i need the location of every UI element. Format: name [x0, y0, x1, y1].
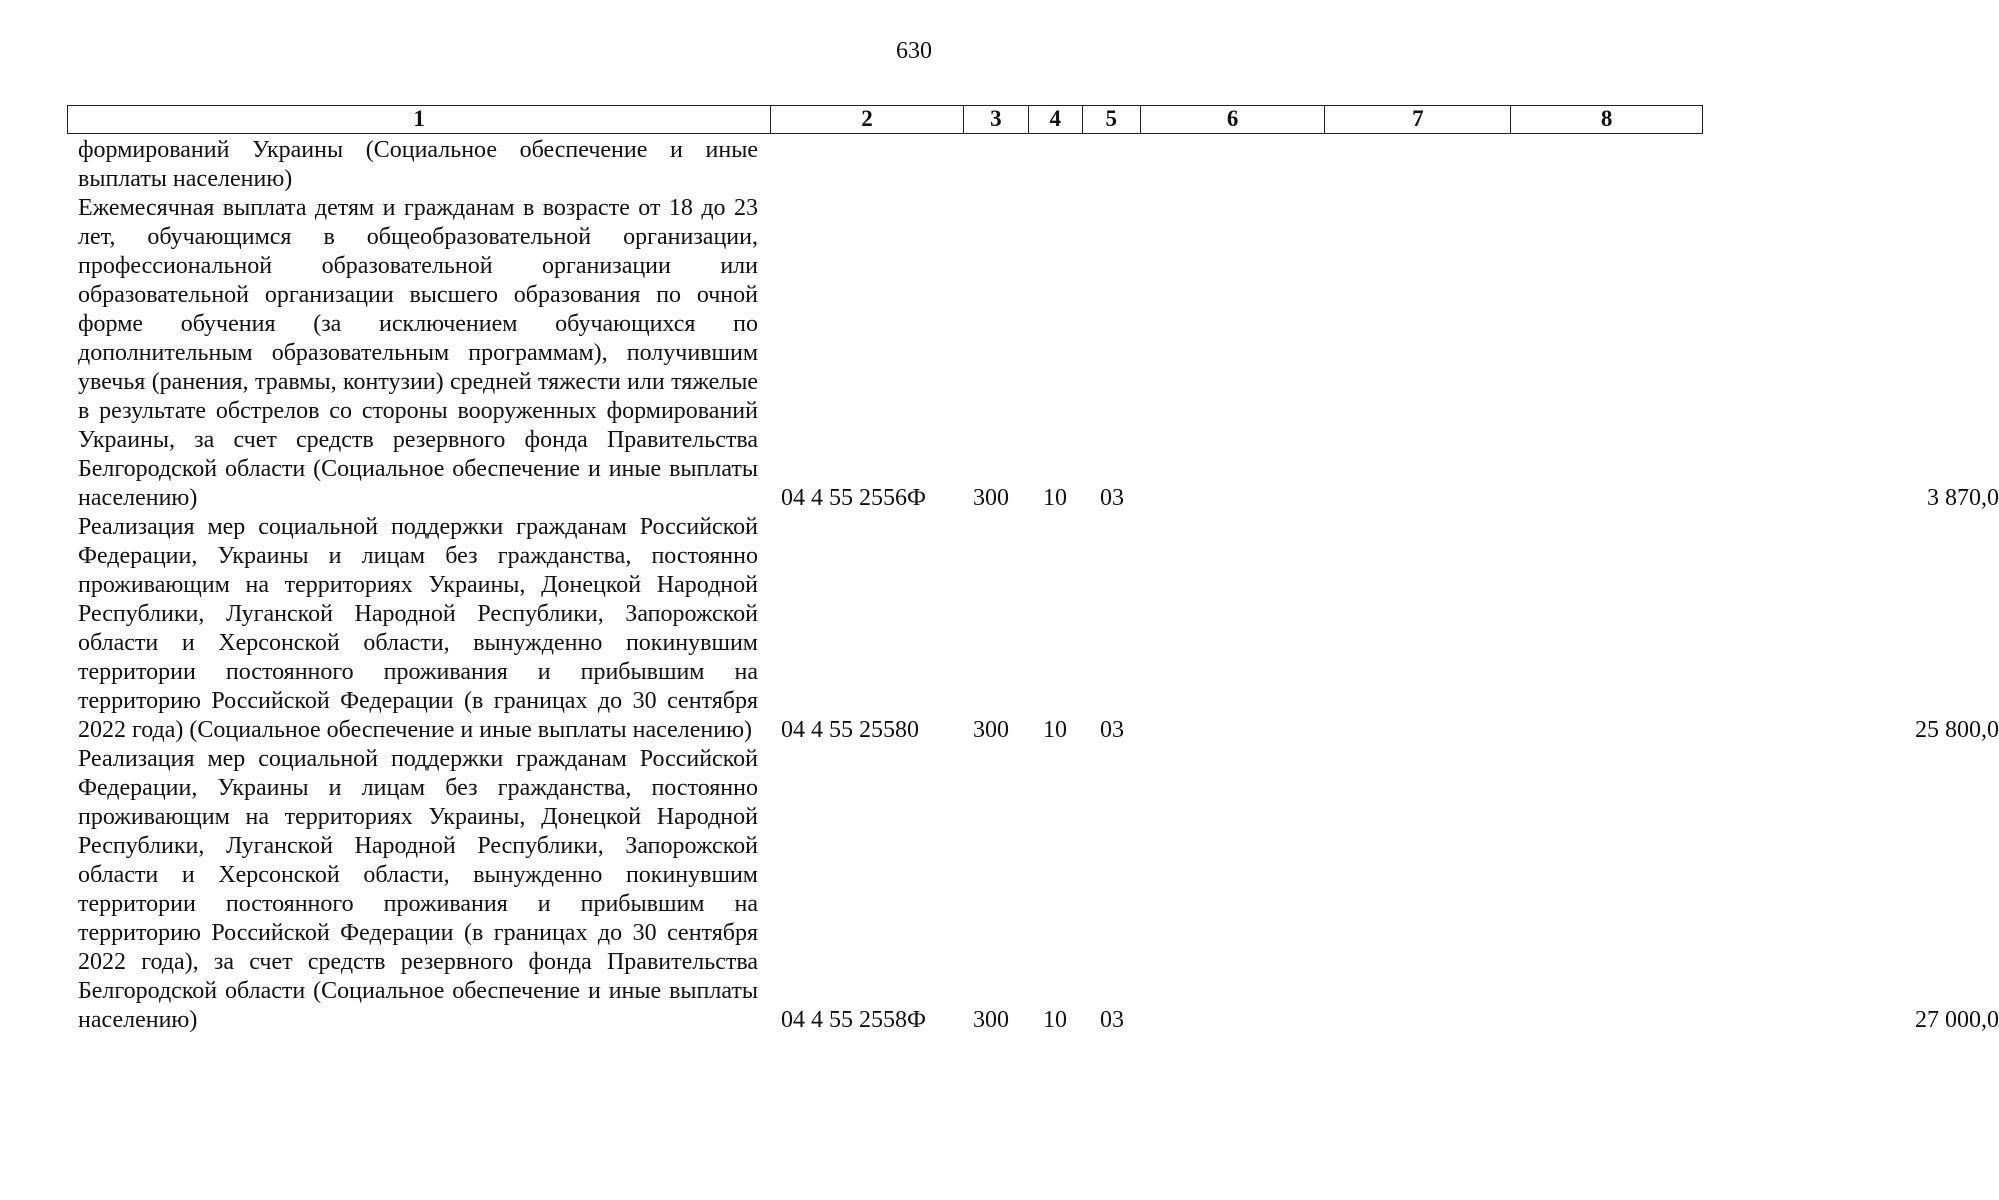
- column-header-4: 4: [1029, 106, 1083, 133]
- row-section: 10: [1043, 485, 1067, 511]
- table-header-row: [67, 105, 1703, 134]
- column-header-2: 2: [771, 106, 964, 133]
- column-header-3: 3: [964, 106, 1029, 133]
- row-expense-type: 300: [973, 485, 1009, 511]
- column-header-7: 7: [1325, 106, 1511, 133]
- table-row: [78, 745, 1999, 1035]
- row-description: формирований Украины (Социальное обеспечение и иные выплаты населению): [78, 137, 758, 192]
- row-amount: 25 800,0: [1915, 717, 1999, 743]
- page-number: 630: [896, 38, 932, 64]
- row-amount: 27 000,0: [1915, 1007, 1999, 1033]
- row-description: Реализация мер социальной поддержки гражданам Российской Федерации, Украины и лицам без гражданства, постоянно проживающим на территориях Украины, Донецкой Народной Республики, Луганской Народной Республики, Запорожской области и Херсонской области, вынужденно покинувшим территории постоянного проживания и прибывшим на территорию Российской Федерации (в границах до 30 сентября 2022 года), за счет средств резервного фонда Правительства Белгородской области (Социальное обеспечение и иные выплаты населению): [78, 746, 758, 1033]
- row-subsection: 03: [1100, 717, 1124, 743]
- table-row: [78, 194, 1999, 513]
- column-header-5: 5: [1083, 106, 1141, 133]
- row-expense-type: 300: [973, 1007, 1009, 1033]
- row-description: Ежемесячная выплата детям и гражданам в возрасте от 18 до 23 лет, обучающимся в общеобразовательной организации, профессиональной образовательной организации или образовательной организации высшего образования по очной форме обучения (за исключением обучающихся по дополнительным образовательным программам), получившим увечья (ранения, травмы, контузии) средней тяжести или тяжелые в результате обстрелов со стороны вооруженных формирований Украины, за счет средств резервного фонда Правительства Белгородской области (Социальное обеспечение и иные выплаты населению): [78, 195, 758, 511]
- column-header-8: 8: [1600, 106, 1613, 131]
- table-row: [78, 513, 1999, 745]
- column-header-1: 1: [68, 106, 771, 133]
- table-body: [78, 136, 1999, 1035]
- row-subsection: 03: [1100, 485, 1124, 511]
- row-target-code: 04 4 55 2556Ф: [781, 485, 926, 511]
- row-section: 10: [1043, 1007, 1067, 1033]
- row-target-code: 04 4 55 2558Ф: [781, 1007, 926, 1033]
- row-section: 10: [1043, 717, 1067, 743]
- table-row: [78, 136, 758, 194]
- row-subsection: 03: [1100, 1007, 1124, 1033]
- row-amount: 3 870,0: [1927, 485, 1999, 511]
- column-header-6: 6: [1141, 106, 1326, 133]
- row-description: Реализация мер социальной поддержки гражданам Российской Федерации, Украины и лицам без гражданства, постоянно проживающим на территориях Украины, Донецкой Народной Республики, Луганской Народной Республики, Запорожской области и Херсонской области, вынужденно покинувшим территории постоянного проживания и прибывшим на территорию Российской Федерации (в границах до 30 сентября 2022 года) (Социальное обеспечение и иные выплаты населению): [78, 514, 758, 743]
- row-expense-type: 300: [973, 717, 1009, 743]
- row-target-code: 04 4 55 25580: [781, 717, 919, 743]
